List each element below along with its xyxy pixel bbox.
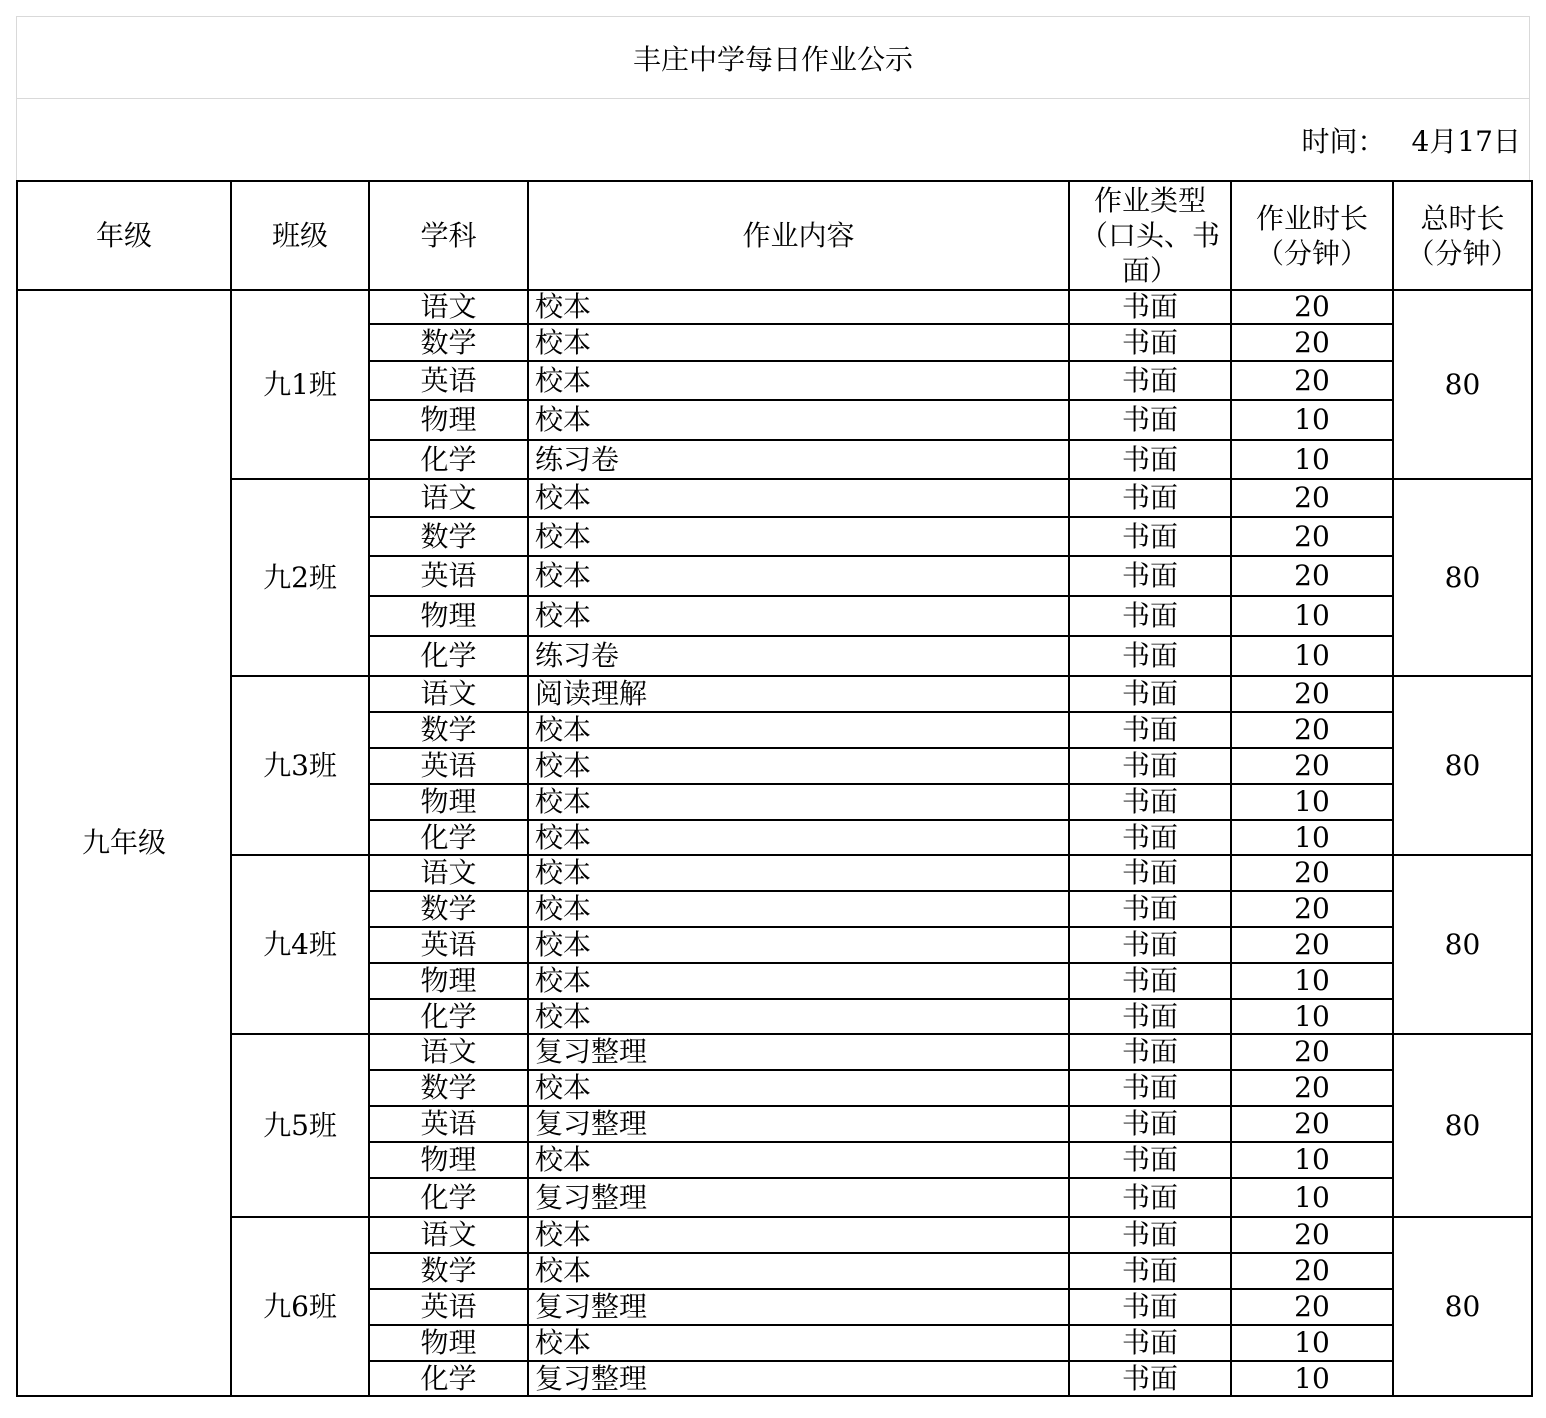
content-cell: 校本 (528, 1217, 1069, 1253)
subject-cell: 英语 (369, 1289, 528, 1325)
duration-cell: 20 (1231, 1217, 1393, 1253)
duration-cell: 20 (1231, 556, 1393, 596)
type-cell: 书面 (1069, 290, 1231, 324)
content-cell: 复习整理 (528, 1178, 1069, 1217)
subject-cell: 数学 (369, 891, 528, 927)
type-cell: 书面 (1069, 1289, 1231, 1325)
subject-cell: 语文 (369, 676, 528, 712)
subject-cell: 化学 (369, 820, 528, 855)
type-cell: 书面 (1069, 676, 1231, 712)
type-cell: 书面 (1069, 855, 1231, 891)
table-row (17, 676, 1532, 712)
header-type: 作业类型（口头、书面） (1069, 181, 1231, 290)
subject-cell: 数学 (369, 712, 528, 748)
type-cell: 书面 (1069, 1142, 1231, 1178)
subject-cell: 语文 (369, 855, 528, 891)
type-cell: 书面 (1069, 963, 1231, 999)
subject-cell: 英语 (369, 556, 528, 596)
content-cell: 校本 (528, 927, 1069, 963)
type-cell: 书面 (1069, 712, 1231, 748)
content-cell: 校本 (528, 891, 1069, 927)
content-cell: 校本 (528, 517, 1069, 556)
subject-cell: 物理 (369, 1325, 528, 1361)
subject-cell: 语文 (369, 1217, 528, 1253)
type-cell: 书面 (1069, 324, 1231, 361)
total-cell: 80 (1393, 676, 1532, 855)
table-row (17, 855, 1532, 891)
content-cell: 校本 (528, 820, 1069, 855)
homework-table (16, 180, 1533, 1397)
subject-cell: 物理 (369, 784, 528, 820)
subject-cell: 数学 (369, 1070, 528, 1106)
duration-cell: 20 (1231, 855, 1393, 891)
duration-cell: 20 (1231, 361, 1393, 400)
content-cell: 校本 (528, 1070, 1069, 1106)
grade-cell: 九年级 (17, 290, 231, 1396)
duration-cell: 20 (1231, 891, 1393, 927)
duration-cell: 20 (1231, 1289, 1393, 1325)
date-label: 时间： (1301, 124, 1386, 158)
table-row (17, 1217, 1532, 1253)
class-cell: 九1班 (231, 290, 369, 479)
subject-cell: 英语 (369, 927, 528, 963)
type-cell: 书面 (1069, 556, 1231, 596)
duration-cell: 20 (1231, 712, 1393, 748)
date-cell (16, 98, 1530, 180)
duration-cell: 10 (1231, 1178, 1393, 1217)
total-cell: 80 (1393, 1034, 1532, 1217)
total-cell: 80 (1393, 1217, 1532, 1396)
class-cell: 九4班 (231, 855, 369, 1034)
subject-cell: 化学 (369, 999, 528, 1034)
type-cell: 书面 (1069, 1034, 1231, 1070)
subject-cell: 语文 (369, 1034, 528, 1070)
content-cell: 练习卷 (528, 440, 1069, 479)
type-cell: 书面 (1069, 1253, 1231, 1289)
content-cell: 校本 (528, 400, 1069, 440)
header-total: 总时长（分钟） (1393, 181, 1532, 290)
subject-cell: 数学 (369, 1253, 528, 1289)
table-row (17, 479, 1532, 517)
type-cell: 书面 (1069, 1325, 1231, 1361)
duration-cell: 20 (1231, 1070, 1393, 1106)
content-cell: 校本 (528, 784, 1069, 820)
type-cell: 书面 (1069, 1361, 1231, 1396)
duration-cell: 10 (1231, 820, 1393, 855)
date-value: 4月17日 (1411, 124, 1521, 158)
class-cell: 九3班 (231, 676, 369, 855)
title-cell (16, 16, 1530, 98)
duration-cell: 10 (1231, 440, 1393, 479)
class-cell: 九5班 (231, 1034, 369, 1217)
duration-cell: 10 (1231, 963, 1393, 999)
type-cell: 书面 (1069, 636, 1231, 676)
homework-sheet (16, 16, 1530, 1397)
duration-cell: 20 (1231, 479, 1393, 517)
duration-cell: 20 (1231, 290, 1393, 324)
subject-cell: 物理 (369, 400, 528, 440)
duration-cell: 10 (1231, 999, 1393, 1034)
type-cell: 书面 (1069, 999, 1231, 1034)
content-cell: 校本 (528, 712, 1069, 748)
content-cell: 校本 (528, 1253, 1069, 1289)
duration-cell: 10 (1231, 400, 1393, 440)
type-cell: 书面 (1069, 891, 1231, 927)
subject-cell: 化学 (369, 1361, 528, 1396)
subject-cell: 化学 (369, 636, 528, 676)
duration-cell: 20 (1231, 927, 1393, 963)
type-cell: 书面 (1069, 927, 1231, 963)
type-cell: 书面 (1069, 440, 1231, 479)
duration-cell: 20 (1231, 324, 1393, 361)
duration-cell: 20 (1231, 517, 1393, 556)
duration-cell: 20 (1231, 1106, 1393, 1142)
subject-cell: 英语 (369, 1106, 528, 1142)
table-row (17, 1034, 1532, 1070)
content-cell: 校本 (528, 1142, 1069, 1178)
type-cell: 书面 (1069, 400, 1231, 440)
subject-cell: 语文 (369, 290, 528, 324)
duration-cell: 20 (1231, 748, 1393, 784)
subject-cell: 语文 (369, 479, 528, 517)
header-class: 班级 (231, 181, 369, 290)
duration-cell: 10 (1231, 1361, 1393, 1396)
content-cell: 复习整理 (528, 1289, 1069, 1325)
type-cell: 书面 (1069, 820, 1231, 855)
content-cell: 校本 (528, 324, 1069, 361)
subject-cell: 物理 (369, 963, 528, 999)
content-cell: 校本 (528, 596, 1069, 636)
subject-cell: 英语 (369, 748, 528, 784)
type-cell: 书面 (1069, 1217, 1231, 1253)
header-subject: 学科 (369, 181, 528, 290)
header-content: 作业内容 (528, 181, 1069, 290)
content-cell: 复习整理 (528, 1361, 1069, 1396)
subject-cell: 数学 (369, 517, 528, 556)
content-cell: 校本 (528, 290, 1069, 324)
class-cell: 九6班 (231, 1217, 369, 1396)
type-cell: 书面 (1069, 748, 1231, 784)
header-grade: 年级 (17, 181, 231, 290)
type-cell: 书面 (1069, 361, 1231, 400)
subject-cell: 英语 (369, 361, 528, 400)
duration-cell: 10 (1231, 1325, 1393, 1361)
content-cell: 校本 (528, 479, 1069, 517)
duration-cell: 10 (1231, 784, 1393, 820)
duration-cell: 20 (1231, 1034, 1393, 1070)
type-cell: 书面 (1069, 596, 1231, 636)
content-cell: 校本 (528, 963, 1069, 999)
content-cell: 复习整理 (528, 1034, 1069, 1070)
type-cell: 书面 (1069, 1070, 1231, 1106)
type-cell: 书面 (1069, 784, 1231, 820)
content-cell: 复习整理 (528, 1106, 1069, 1142)
page-title: 丰庄中学每日作业公示 (632, 42, 913, 76)
table-row (17, 290, 1532, 324)
content-cell: 阅读理解 (528, 676, 1069, 712)
subject-cell: 数学 (369, 324, 528, 361)
duration-cell: 20 (1231, 676, 1393, 712)
total-cell: 80 (1393, 290, 1532, 479)
type-cell: 书面 (1069, 1178, 1231, 1217)
duration-cell: 10 (1231, 1142, 1393, 1178)
content-cell: 练习卷 (528, 636, 1069, 676)
content-cell: 校本 (528, 855, 1069, 891)
subject-cell: 化学 (369, 1178, 528, 1217)
content-cell: 校本 (528, 1325, 1069, 1361)
content-cell: 校本 (528, 748, 1069, 784)
content-cell: 校本 (528, 361, 1069, 400)
total-cell: 80 (1393, 479, 1532, 676)
type-cell: 书面 (1069, 479, 1231, 517)
duration-cell: 10 (1231, 636, 1393, 676)
class-cell: 九2班 (231, 479, 369, 676)
content-cell: 校本 (528, 999, 1069, 1034)
content-cell: 校本 (528, 556, 1069, 596)
subject-cell: 物理 (369, 596, 528, 636)
type-cell: 书面 (1069, 1106, 1231, 1142)
subject-cell: 物理 (369, 1142, 528, 1178)
header-duration: 作业时长（分钟） (1231, 181, 1393, 290)
total-cell: 80 (1393, 855, 1532, 1034)
duration-cell: 20 (1231, 1253, 1393, 1289)
duration-cell: 10 (1231, 596, 1393, 636)
header-row (17, 181, 1532, 290)
subject-cell: 化学 (369, 440, 528, 479)
type-cell: 书面 (1069, 517, 1231, 556)
